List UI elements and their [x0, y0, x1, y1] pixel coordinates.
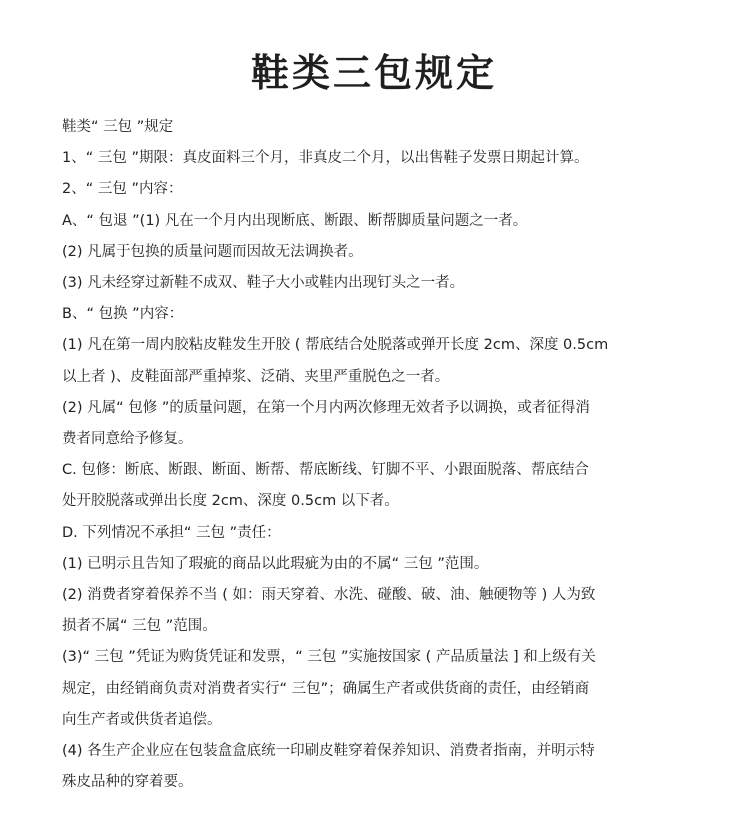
text-line: 1、“ 三包 ”期限：真皮面料三个月，非真皮二个月，以出售鞋子发票日期起计算。: [62, 150, 589, 167]
text-line: A、“ 包退 ”(1) 凡在一个月内出现断底、断跟、断帮脚质量问题之一者。: [62, 212, 528, 229]
text-line: 处开胶脱落或弹出长度 2cm、深度 0.5cm 以下者。: [62, 493, 399, 510]
text-line: 向生产者或供货者追偿。: [62, 711, 222, 728]
text-line: (2) 消费者穿着保养不当 ( 如：雨天穿着、水洗、碰酸、破、油、触硬物等 ) 人为致: [62, 587, 596, 604]
text-line: (2) 凡属“ 包修 ”的质量问题，在第一个月内两次修理无效者予以调换，或者征得消: [62, 399, 590, 416]
text-line: D. 下列情况不承担“ 三包 ”责任：: [62, 524, 281, 541]
text-line: (4) 各生产企业应在包装盒盒底统一印刷皮鞋穿着保养知识、消费者指南，并明示特: [62, 743, 595, 760]
text-line: (1) 凡在第一周内胶粘皮鞋发生开胶 ( 帮底结合处脱落或弹开长度 2cm、深度 0.5cm: [62, 337, 609, 354]
text-line: (3) 凡未经穿过新鞋不成双、鞋子大小或鞋内出现钉头之一者。: [62, 275, 465, 292]
text-line: 规定，由经销商负责对消费者实行“ 三包”；确属生产者或供货商的责任，由经销商: [62, 680, 590, 697]
page-title: 鞋类三包规定: [250, 50, 497, 95]
text-line: 损者不属“ 三包 ”范围。: [62, 618, 217, 635]
text-line: 以上者 )、皮鞋面部严重掉浆、泛硝、夹里严重脱色之一者。: [62, 368, 450, 385]
text-line: 费者同意给予修复。: [62, 431, 193, 448]
regulation-body: [62, 112, 686, 798]
text-line: 2、“ 三包 ”内容：: [62, 181, 183, 198]
text-line: (1) 已明示且告知了瑕疵的商品以此瑕疵为由的不属“ 三包 ”范围。: [62, 555, 489, 572]
text-line: (3)“ 三包 ”凭证为购货凭证和发票，“ 三包 ”实施按国家 ( 产品质量法 ] 和上级有关: [62, 649, 596, 666]
text-line: B、“ 包换 ”内容：: [62, 306, 184, 323]
text-line: C. 包修：断底、断跟、断面、断帮、帮底断线、钉脚不平、小跟面脱落、帮底结合: [62, 462, 589, 479]
text-line: 鞋类“ 三包 ”规定: [62, 119, 174, 135]
text-line: (2) 凡属于包换的质量问题而因故无法调换者。: [62, 243, 363, 260]
text-line: 殊皮品种的穿着要。: [62, 774, 193, 791]
